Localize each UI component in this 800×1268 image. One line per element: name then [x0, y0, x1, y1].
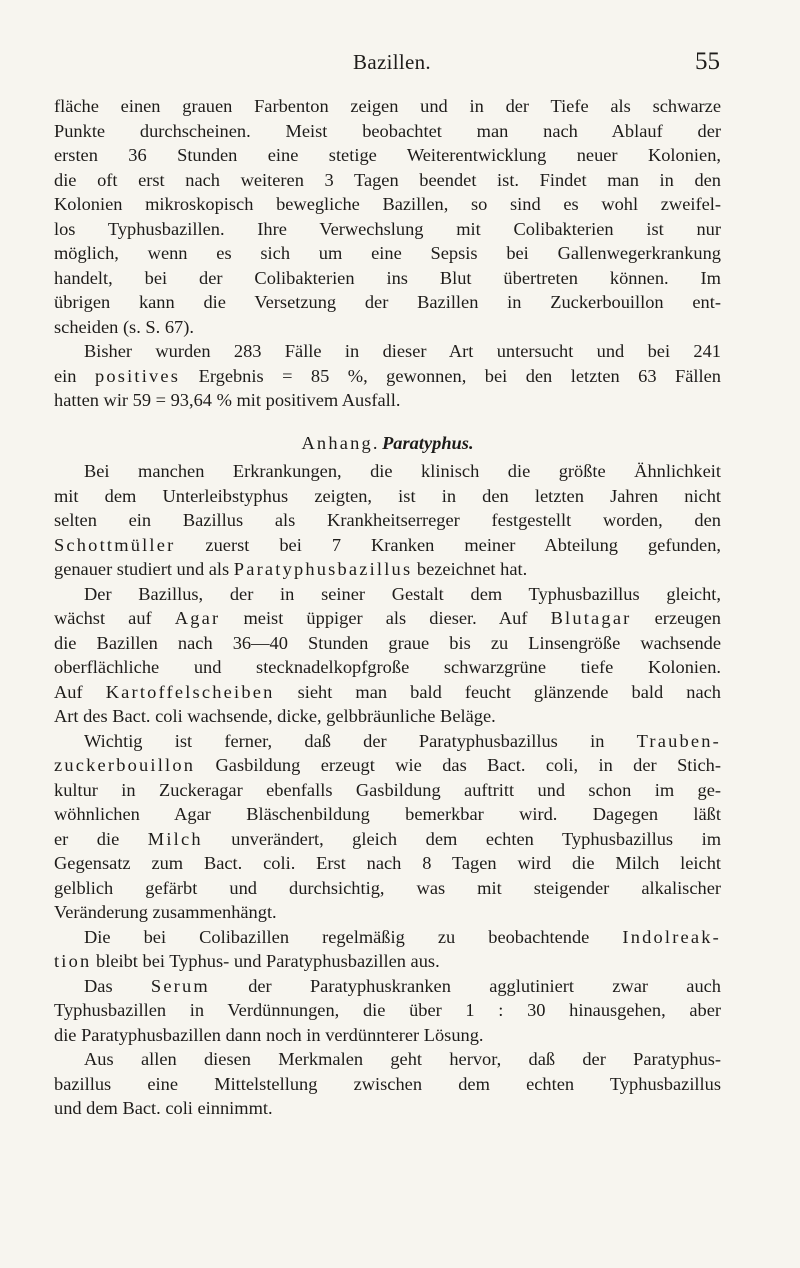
text-run: Bei manchen Erkrankungen, die klinisch die größte Ähnlichkeit — [84, 461, 721, 481]
text-run: Das — [84, 975, 151, 996]
text-run: Wichtig ist ferner, daß der Paratyphusbazillus in — [84, 730, 637, 751]
text-run: handelt, bei der Colibakterien ins Blut übertreten können. Im — [54, 267, 721, 288]
text-line — [54, 339, 721, 364]
text-line — [54, 998, 721, 1023]
text-run: die Bazillen nach 36—40 Stunden graue bis zu Linsengröße wachsende — [54, 632, 721, 653]
text-line — [54, 508, 721, 533]
text-run: bleibt bei Typhus- und Paratyphusbazillen aus. — [91, 951, 440, 971]
text-line — [54, 974, 721, 999]
spaced-emphasis: Agar — [174, 608, 221, 628]
page-number: 55 — [695, 48, 720, 75]
text-run: möglich, wenn es sich um eine Sepsis bei Gallenwegerkrankung — [54, 243, 721, 263]
text-run: Art des Bact. coli wachsende, dicke, gelbbräunliche Beläge. — [54, 706, 496, 726]
text-run: er die — [54, 828, 148, 849]
text-run: los Typhusbazillen. Ihre Verwechslung mit Colibakterien ist nur — [54, 218, 721, 239]
text-line — [54, 631, 721, 656]
text-run: wöhnlichen Agar Bläschenbildung bemerkbar wird. Dagegen läßt — [54, 804, 721, 824]
text-run: wächst auf — [54, 608, 175, 628]
spaced-emphasis: Paratyphusbazillus — [233, 559, 413, 579]
text-run: hatten wir 59 = 93,64 % mit positivem Ausfall. — [54, 390, 401, 410]
spaced-emphasis: Blutagar — [550, 608, 632, 628]
text-run: fläche einen grauen Farbenton zeigen und in der Tiefe als schwarze — [54, 96, 721, 116]
text-run: genauer studiert und als — [54, 559, 234, 579]
page-header — [64, 46, 720, 80]
text-run: bezeichnet hat. — [412, 559, 528, 579]
text-run: gelblich gefärbt und durchsichtig, was mit steigender alkalischer — [54, 877, 721, 898]
text-run: mit dem Unterleibstyphus zeigten, ist in den letzten Jahren nicht — [54, 485, 721, 506]
section-heading — [54, 413, 721, 460]
text-run: scheiden (s. S. 67). — [54, 316, 194, 337]
italic-heading: Paratyphus. — [382, 432, 474, 453]
running-title: Bazillen. — [353, 50, 431, 74]
text-line — [54, 851, 721, 876]
text-run: Gegensatz zum Bact. coli. Erst nach 8 Tagen wird die Milch leicht — [54, 853, 721, 873]
text-line — [54, 606, 721, 631]
spaced-emphasis: zuckerbouillon — [54, 755, 196, 775]
text-run: Ergebnis = 85 %, gewonnen, bei den letzten 63 Fällen — [180, 365, 721, 386]
text-run: Der Bazillus, der in seiner Gestalt dem Typhusbazillus gleicht, — [84, 583, 721, 604]
text-line — [54, 459, 721, 484]
text-line — [54, 266, 721, 291]
text-run: der Paratyphuskranken agglutiniert zwar auch — [209, 975, 721, 996]
text-run: die Paratyphusbazillen dann noch in verdünnterer Lösung. — [54, 1024, 484, 1045]
spaced-emphasis: Kartoffelscheiben — [105, 681, 275, 702]
text-run: Gasbildung erzeugt wie das Bact. coli, in der Stich- — [195, 755, 721, 775]
text-line — [54, 168, 721, 193]
text-line — [54, 484, 721, 509]
text-line — [54, 802, 721, 827]
text-line — [54, 925, 721, 950]
text-line — [54, 388, 721, 413]
text-line — [54, 241, 721, 266]
spaced-emphasis: positives — [94, 365, 181, 386]
spaced-emphasis: Milch — [147, 828, 203, 849]
text-run: Veränderung zusammenhängt. — [54, 902, 277, 922]
text-line — [54, 900, 721, 925]
text-run: sieht man bald feucht glänzende bald nach — [274, 681, 721, 702]
text-line — [54, 192, 721, 217]
spaced-emphasis: Trauben- — [636, 730, 721, 751]
text-line — [54, 1096, 721, 1121]
text-line — [54, 119, 721, 144]
text-line — [54, 94, 721, 119]
text-run: Auf — [54, 681, 106, 702]
text-run: Typhusbazillen in Verdünnungen, die über 1 : 30 hinausgehen, aber — [54, 1000, 721, 1020]
text-line — [54, 876, 721, 901]
text-line — [54, 753, 721, 778]
text-line — [54, 655, 721, 680]
text-run: . — [372, 432, 383, 453]
text-line — [54, 143, 721, 168]
text-line — [54, 1072, 721, 1097]
text-line — [54, 582, 721, 607]
spaced-emphasis: Indolreak- — [622, 926, 721, 947]
spaced-emphasis: Anhang — [301, 432, 373, 453]
text-line — [54, 557, 721, 582]
spaced-emphasis: Serum — [150, 975, 210, 996]
text-line — [54, 217, 721, 242]
text-run: oberflächliche und stecknadelkopfgroße schwarzgrüne tiefe Kolonien. — [54, 657, 721, 677]
text-run: bazillus eine Mittelstellung zwischen dem echten Typhusbazillus — [54, 1073, 721, 1094]
text-run: meist üppiger als dieser. Auf — [220, 608, 551, 628]
text-run: kultur in Zuckeragar ebenfalls Gasbildung auftritt und schon im ge- — [54, 779, 721, 800]
text-run: selten ein Bazillus als Krankheitserreger festgestellt worden, den — [54, 510, 721, 530]
text-run: Punkte durchscheinen. Meist beobachtet man nach Ablauf der — [54, 120, 721, 141]
text-line — [54, 315, 721, 340]
text-run: übrigen kann die Versetzung der Bazillen in Zuckerbouillon ent- — [54, 292, 721, 312]
text-run: Kolonien mikroskopisch bewegliche Bazillen, so sind es wohl zweifel- — [54, 194, 721, 214]
text-run: Aus allen diesen Merkmalen geht hervor, daß der Paratyphus- — [84, 1049, 721, 1069]
text-run: Die bei Colibazillen regelmäßig zu beobachtende — [84, 926, 623, 947]
text-line — [54, 1047, 721, 1072]
text-run: Bisher wurden 283 Fälle in dieser Art untersucht und bei 241 — [84, 341, 721, 361]
text-run: erzeugen — [631, 608, 721, 628]
text-line — [54, 778, 721, 803]
text-run: unverändert, gleich dem echten Typhusbazillus im — [202, 828, 722, 849]
spaced-emphasis: tion — [54, 951, 92, 971]
text-run: und dem Bact. coli einnimmt. — [54, 1098, 273, 1118]
text-line — [54, 949, 721, 974]
text-run: zuerst bei 7 Kranken meiner Abteilung gefunden, — [175, 534, 721, 555]
text-line — [54, 1023, 721, 1048]
spaced-emphasis: Schottmüller — [54, 534, 176, 555]
text-line — [54, 290, 721, 315]
text-run: ersten 36 Stunden eine stetige Weiterentwicklung neuer Kolonien, — [54, 145, 721, 165]
body-text — [54, 94, 721, 1121]
text-run: ein — [54, 365, 95, 386]
text-line — [54, 729, 721, 754]
text-line — [54, 704, 721, 729]
text-line — [54, 533, 721, 558]
text-line — [54, 364, 721, 389]
text-line — [54, 827, 721, 852]
text-run: die oft erst nach weiteren 3 Tagen beendet ist. Findet man in den — [54, 169, 721, 190]
text-line — [54, 680, 721, 705]
